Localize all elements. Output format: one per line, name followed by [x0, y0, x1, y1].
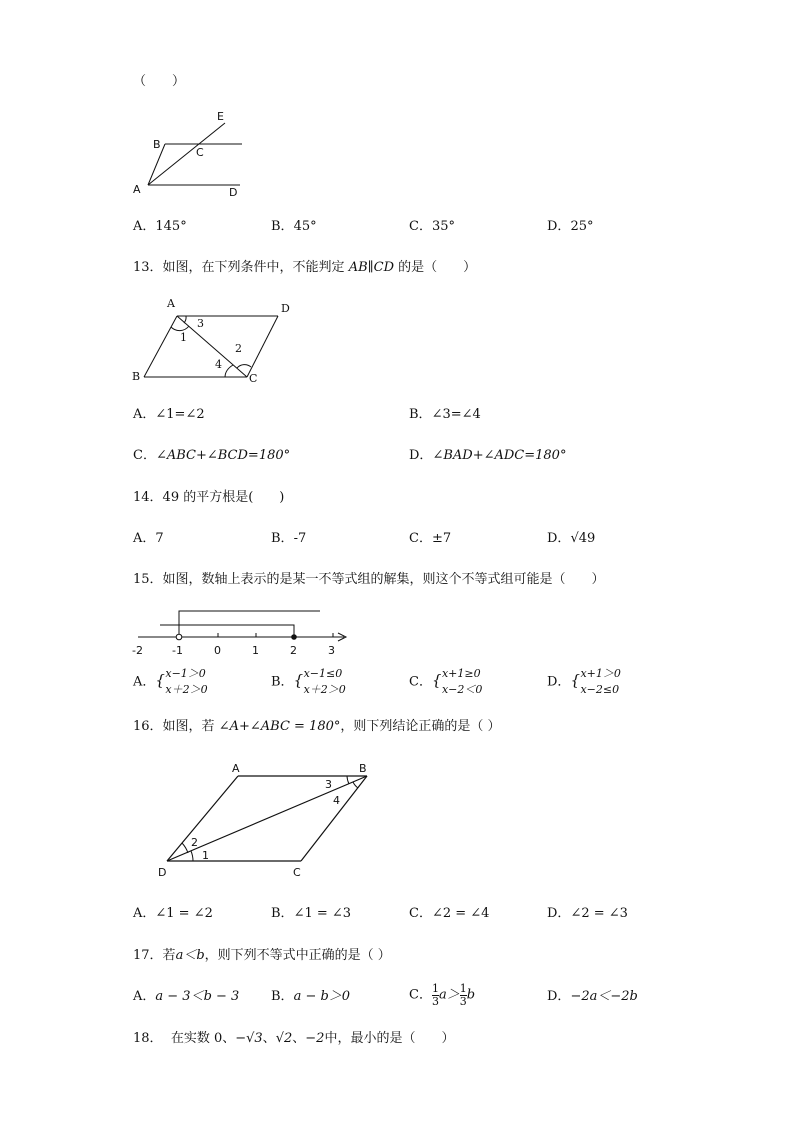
q17-option-c[interactable]: C． $\frac{1}{3}$ a＞ $\frac{1}{3}$ b [409, 982, 476, 1008]
q15-open-point [176, 634, 182, 640]
q15-tick-label-2: 2 [290, 644, 297, 657]
q17-stem: 17．若a＜b，则下列不等式中正确的是（ ） [133, 948, 391, 963]
q17-option-d[interactable]: D．−2a＜−2b [547, 989, 638, 1004]
q13-angle-4: 4 [215, 358, 222, 371]
q12-label-a: A [133, 183, 141, 196]
q13-stem: 13．如图，在下列条件中，不能判定 AB∥CD 的是（ ） [133, 260, 477, 275]
q16-arc-2 [182, 843, 188, 853]
q12-label-e: E [217, 110, 224, 123]
q13-side-dc [247, 316, 278, 377]
q16-option-b[interactable]: B．∠1 = ∠3 [271, 906, 352, 921]
q13-angle-1: 1 [180, 331, 187, 344]
q15-tick-label-3: 3 [328, 644, 335, 657]
q16-label-d: D [158, 866, 167, 879]
q15-tick-label-m2: -2 [132, 644, 143, 657]
q13-label-a: A [167, 297, 175, 310]
q12-label-c: C [196, 146, 204, 159]
q16-angle-1: 1 [202, 849, 209, 862]
q16-angle-4: 4 [333, 794, 340, 807]
q12-line-ae [148, 123, 225, 185]
q12-label-b: B [153, 138, 161, 151]
q15-option-b[interactable]: B． { x−1≤0 x＋2＞0 [271, 666, 346, 698]
q13-label-d: D [281, 302, 290, 315]
q15-tick-label-0: 0 [214, 644, 221, 657]
q13-label-b: B [132, 370, 141, 383]
q18-stem: 18． 在实数 0、−√3、√2、−2中，最小的是（ ） [133, 1031, 455, 1046]
q16-angle-3: 3 [325, 778, 332, 791]
q13-arc-4 [225, 365, 233, 377]
q13-option-b[interactable]: B．∠3=∠4 [409, 407, 481, 422]
q16-angle-2: 2 [191, 836, 198, 849]
q14-option-b[interactable]: B．-7 [271, 531, 307, 546]
q16-side-bc [301, 776, 367, 861]
q13-figure [125, 293, 305, 393]
q12-option-c[interactable]: C．35° [409, 219, 455, 234]
q13-arc-3 [184, 316, 186, 323]
q16-arc-3 [347, 776, 349, 784]
q12-label-d: D [229, 186, 238, 199]
q16-option-c[interactable]: C．∠2 = ∠4 [409, 906, 490, 921]
q14-stem: 14．49 的平方根是( ) [133, 490, 285, 505]
q16-arc-4 [353, 782, 358, 788]
q15-tick-label-m1: -1 [172, 644, 183, 657]
q15-stem: 15．如图，数轴上表示的是某一不等式组的解集，则这个不等式组可能是（ ） [133, 572, 605, 587]
q13-arc-1 [171, 326, 189, 331]
q15-closed-point [291, 634, 297, 640]
q12-option-b[interactable]: B．45° [271, 219, 317, 234]
q16-arc-1 [191, 851, 193, 861]
q13-option-d[interactable]: D．∠BAD+∠ADC=180° [409, 448, 567, 463]
q14-option-d[interactable]: D．√49 [547, 531, 596, 546]
q17-option-a[interactable]: A．a − 3＜b − 3 [133, 989, 240, 1004]
q12-figure [125, 105, 275, 200]
q15-option-a[interactable]: A． { x−1＞0 x＋2＞0 [133, 666, 208, 698]
q16-option-a[interactable]: A．∠1 = ∠2 [133, 906, 213, 921]
q15-option-d[interactable]: D． { x+1＞0 x−2≤0 [547, 666, 621, 698]
q13-option-c[interactable]: C．∠ABC+∠BCD=180° [133, 448, 291, 463]
q15-solution-ray [179, 611, 320, 637]
q13-arc-2 [237, 365, 251, 368]
q13-angle-2: 2 [235, 342, 242, 355]
q17-option-b[interactable]: B．a − b＞0 [271, 989, 351, 1004]
q13-label-c: C [249, 372, 258, 385]
q13-angle-3: 3 [197, 317, 204, 330]
q15-number-line [130, 605, 360, 660]
q12-option-d[interactable]: D．25° [547, 219, 594, 234]
q14-option-a[interactable]: A．7 [133, 531, 164, 546]
q16-figure [150, 758, 380, 883]
q15-option-c[interactable]: C． { x+1≥0 x−2＜0 [409, 666, 482, 698]
q16-label-b: B [359, 762, 367, 775]
q16-label-a: A [232, 762, 240, 775]
q12-answer-paren: （ ） [133, 74, 186, 89]
q15-tick-label-1: 1 [252, 644, 259, 657]
q13-option-a[interactable]: A．∠1=∠2 [133, 407, 205, 422]
q13-side-ab [144, 316, 177, 377]
q16-stem: 16．如图，若 ∠A+∠ABC = 180°，则下列结论正确的是（ ） [133, 719, 501, 734]
q12-option-a[interactable]: A．145° [133, 219, 187, 234]
q14-option-c[interactable]: C．±7 [409, 531, 452, 546]
q16-option-d[interactable]: D．∠2 = ∠3 [547, 906, 628, 921]
q16-label-c: C [293, 866, 301, 879]
